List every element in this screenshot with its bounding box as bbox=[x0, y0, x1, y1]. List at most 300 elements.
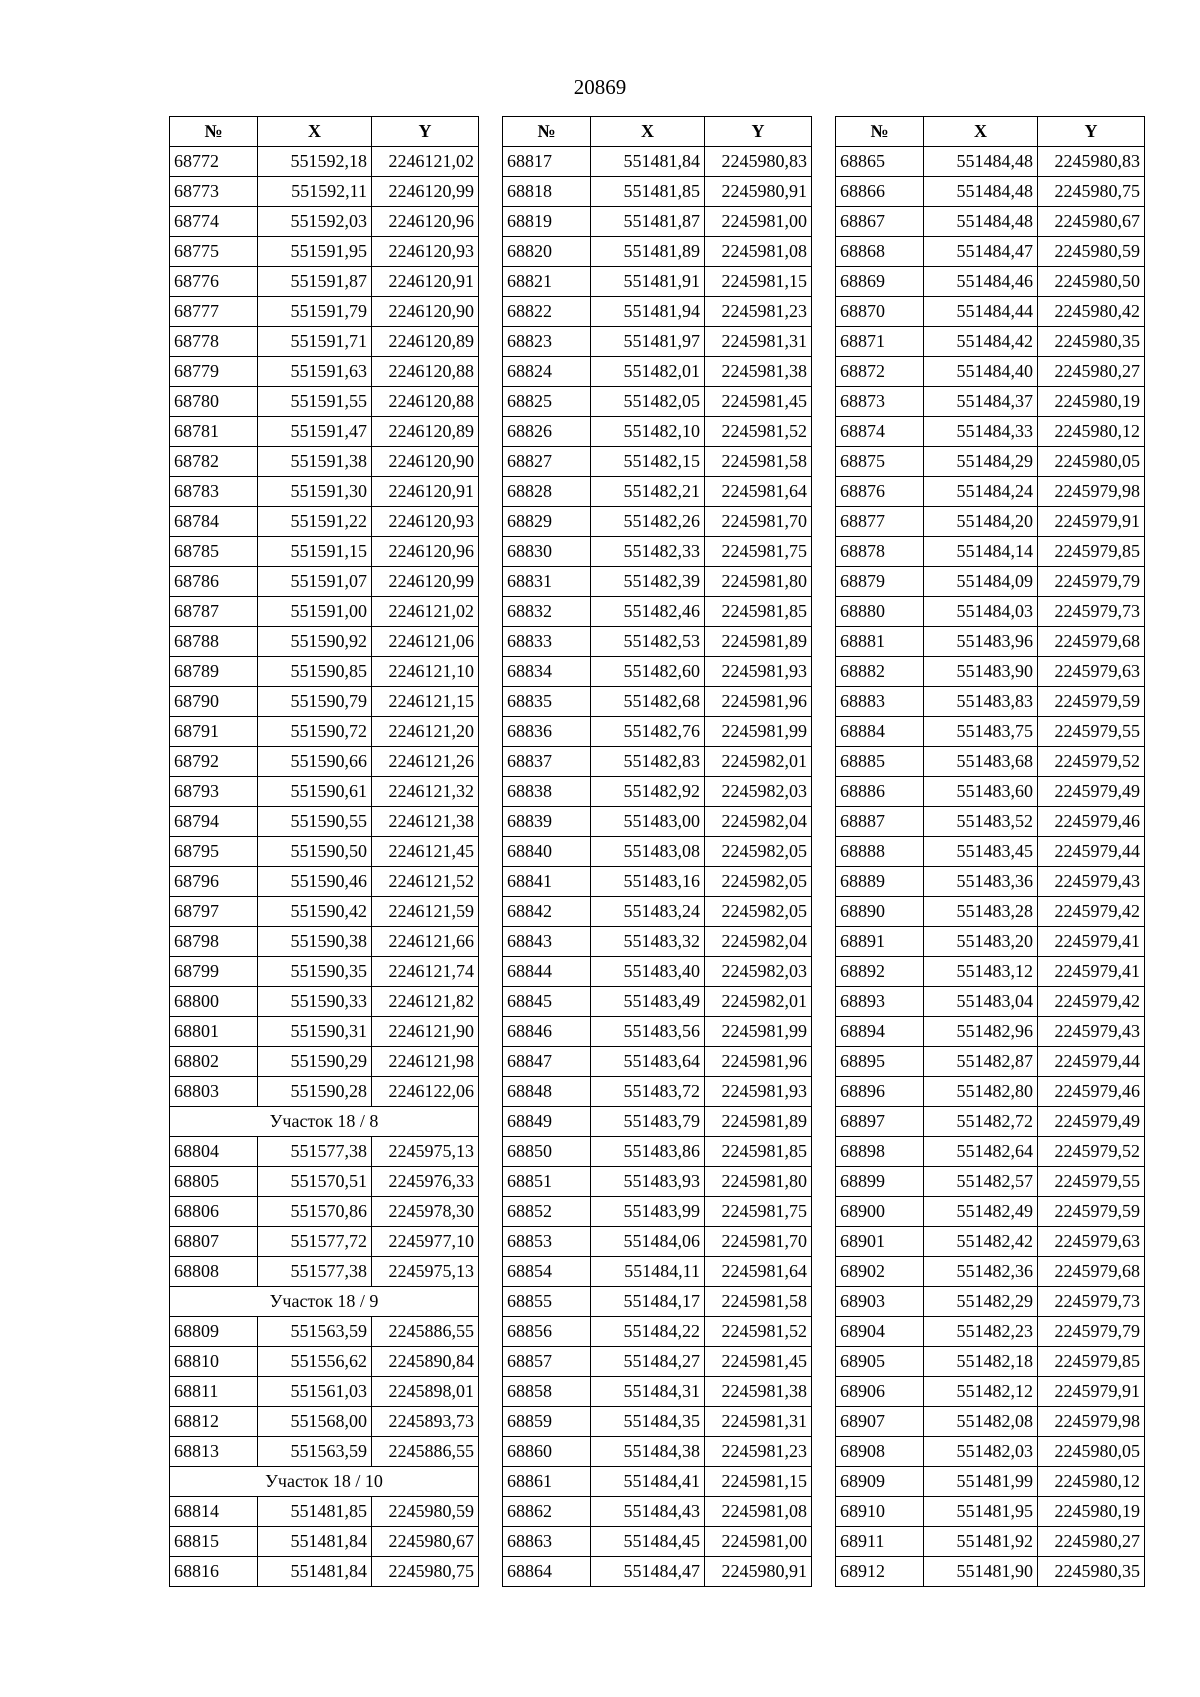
table-row bbox=[170, 777, 479, 807]
point-number: 68811 bbox=[170, 1377, 258, 1407]
table-row bbox=[836, 657, 1145, 687]
table-row bbox=[836, 987, 1145, 1017]
y-coordinate: 2245979,73 bbox=[1038, 597, 1145, 627]
x-coordinate: 551483,12 bbox=[924, 957, 1038, 987]
x-coordinate: 551481,97 bbox=[591, 327, 705, 357]
x-coordinate: 551483,04 bbox=[924, 987, 1038, 1017]
y-coordinate: 2245979,43 bbox=[1038, 867, 1145, 897]
point-number: 68874 bbox=[836, 417, 924, 447]
point-number: 68829 bbox=[503, 507, 591, 537]
point-number: 68854 bbox=[503, 1257, 591, 1287]
table-row bbox=[503, 1527, 812, 1557]
y-coordinate: 2245981,23 bbox=[705, 1437, 812, 1467]
point-number: 68869 bbox=[836, 267, 924, 297]
x-coordinate: 551482,96 bbox=[924, 1017, 1038, 1047]
section-row bbox=[170, 1107, 479, 1137]
table-row bbox=[836, 597, 1145, 627]
point-number: 68814 bbox=[170, 1497, 258, 1527]
point-number: 68831 bbox=[503, 567, 591, 597]
x-coordinate: 551482,10 bbox=[591, 417, 705, 447]
x-coordinate: 551482,33 bbox=[591, 537, 705, 567]
x-coordinate: 551591,15 bbox=[258, 537, 372, 567]
x-coordinate: 551482,42 bbox=[924, 1227, 1038, 1257]
y-coordinate: 2245980,83 bbox=[1038, 147, 1145, 177]
point-number: 68899 bbox=[836, 1167, 924, 1197]
table-row bbox=[836, 1347, 1145, 1377]
table-row bbox=[836, 1437, 1145, 1467]
point-number: 68867 bbox=[836, 207, 924, 237]
x-coordinate: 551482,21 bbox=[591, 477, 705, 507]
point-number: 68778 bbox=[170, 327, 258, 357]
x-coordinate: 551484,38 bbox=[591, 1437, 705, 1467]
x-coordinate: 551482,12 bbox=[924, 1377, 1038, 1407]
y-coordinate: 2245981,58 bbox=[705, 1287, 812, 1317]
table-row bbox=[503, 1017, 812, 1047]
y-coordinate: 2245981,99 bbox=[705, 1017, 812, 1047]
y-coordinate: 2245979,52 bbox=[1038, 747, 1145, 777]
table-row bbox=[503, 1167, 812, 1197]
x-coordinate: 551483,20 bbox=[924, 927, 1038, 957]
x-coordinate: 551484,03 bbox=[924, 597, 1038, 627]
y-coordinate: 2245980,59 bbox=[372, 1497, 479, 1527]
y-coordinate: 2245981,96 bbox=[705, 1047, 812, 1077]
y-coordinate: 2245981,52 bbox=[705, 1317, 812, 1347]
table-row bbox=[836, 837, 1145, 867]
y-coordinate: 2246121,38 bbox=[372, 807, 479, 837]
x-coordinate: 551590,31 bbox=[258, 1017, 372, 1047]
table-row bbox=[503, 1437, 812, 1467]
x-coordinate: 551484,46 bbox=[924, 267, 1038, 297]
y-coordinate: 2245979,44 bbox=[1038, 837, 1145, 867]
x-coordinate: 551590,66 bbox=[258, 747, 372, 777]
table-row bbox=[170, 1407, 479, 1437]
table-row bbox=[170, 987, 479, 1017]
table-row bbox=[836, 1407, 1145, 1437]
section-title: Участок 18 / 10 bbox=[170, 1467, 479, 1497]
x-coordinate: 551482,83 bbox=[591, 747, 705, 777]
x-coordinate: 551483,75 bbox=[924, 717, 1038, 747]
table-row bbox=[836, 1527, 1145, 1557]
x-coordinate: 551482,49 bbox=[924, 1197, 1038, 1227]
table-row bbox=[836, 1017, 1145, 1047]
x-coordinate: 551484,47 bbox=[591, 1557, 705, 1587]
table-row bbox=[170, 357, 479, 387]
point-number: 68847 bbox=[503, 1047, 591, 1077]
point-number: 68792 bbox=[170, 747, 258, 777]
point-number: 68813 bbox=[170, 1437, 258, 1467]
point-number: 68881 bbox=[836, 627, 924, 657]
point-number: 68863 bbox=[503, 1527, 591, 1557]
table-row bbox=[836, 267, 1145, 297]
table-row bbox=[170, 597, 479, 627]
table-row bbox=[170, 447, 479, 477]
table-row bbox=[503, 207, 812, 237]
point-number: 68855 bbox=[503, 1287, 591, 1317]
table-row bbox=[170, 957, 479, 987]
y-coordinate: 2246121,59 bbox=[372, 897, 479, 927]
section-title: Участок 18 / 8 bbox=[170, 1107, 479, 1137]
header-number: № bbox=[503, 117, 591, 147]
point-number: 68826 bbox=[503, 417, 591, 447]
point-number: 68882 bbox=[836, 657, 924, 687]
y-coordinate: 2245981,80 bbox=[705, 1167, 812, 1197]
y-coordinate: 2245981,15 bbox=[705, 1467, 812, 1497]
table-row bbox=[836, 1497, 1145, 1527]
point-number: 68789 bbox=[170, 657, 258, 687]
y-coordinate: 2245979,49 bbox=[1038, 1107, 1145, 1137]
x-coordinate: 551484,06 bbox=[591, 1227, 705, 1257]
y-coordinate: 2245886,55 bbox=[372, 1317, 479, 1347]
point-number: 68822 bbox=[503, 297, 591, 327]
point-number: 68780 bbox=[170, 387, 258, 417]
table-row bbox=[503, 1107, 812, 1137]
y-coordinate: 2246120,99 bbox=[372, 567, 479, 597]
table-row bbox=[836, 1317, 1145, 1347]
x-coordinate: 551484,37 bbox=[924, 387, 1038, 417]
y-coordinate: 2245890,84 bbox=[372, 1347, 479, 1377]
table-row bbox=[503, 957, 812, 987]
table-row bbox=[836, 177, 1145, 207]
section-row bbox=[170, 1467, 479, 1497]
point-number: 68820 bbox=[503, 237, 591, 267]
point-number: 68796 bbox=[170, 867, 258, 897]
point-number: 68878 bbox=[836, 537, 924, 567]
x-coordinate: 551591,07 bbox=[258, 567, 372, 597]
x-coordinate: 551483,79 bbox=[591, 1107, 705, 1137]
point-number: 68909 bbox=[836, 1467, 924, 1497]
x-coordinate: 551570,86 bbox=[258, 1197, 372, 1227]
y-coordinate: 2245981,45 bbox=[705, 387, 812, 417]
y-coordinate: 2245979,85 bbox=[1038, 537, 1145, 567]
point-number: 68884 bbox=[836, 717, 924, 747]
point-number: 68799 bbox=[170, 957, 258, 987]
x-coordinate: 551591,87 bbox=[258, 267, 372, 297]
point-number: 68804 bbox=[170, 1137, 258, 1167]
point-number: 68892 bbox=[836, 957, 924, 987]
header-y: Y bbox=[705, 117, 812, 147]
x-coordinate: 551482,80 bbox=[924, 1077, 1038, 1107]
x-coordinate: 551590,85 bbox=[258, 657, 372, 687]
y-coordinate: 2245980,19 bbox=[1038, 387, 1145, 417]
table-row bbox=[503, 867, 812, 897]
y-coordinate: 2245979,42 bbox=[1038, 987, 1145, 1017]
point-number: 68783 bbox=[170, 477, 258, 507]
y-coordinate: 2245979,68 bbox=[1038, 1257, 1145, 1287]
x-coordinate: 551483,86 bbox=[591, 1137, 705, 1167]
table-row bbox=[836, 1167, 1145, 1197]
x-coordinate: 551481,87 bbox=[591, 207, 705, 237]
y-coordinate: 2245979,49 bbox=[1038, 777, 1145, 807]
x-coordinate: 551482,92 bbox=[591, 777, 705, 807]
y-coordinate: 2245981,70 bbox=[705, 1227, 812, 1257]
x-coordinate: 551484,33 bbox=[924, 417, 1038, 447]
x-coordinate: 551483,52 bbox=[924, 807, 1038, 837]
coordinates-table-1 bbox=[169, 116, 479, 1587]
table-row bbox=[503, 327, 812, 357]
x-coordinate: 551568,00 bbox=[258, 1407, 372, 1437]
point-number: 68852 bbox=[503, 1197, 591, 1227]
table-row bbox=[170, 1167, 479, 1197]
y-coordinate: 2245980,67 bbox=[372, 1527, 479, 1557]
y-coordinate: 2245979,43 bbox=[1038, 1017, 1145, 1047]
x-coordinate: 551483,96 bbox=[924, 627, 1038, 657]
table-row bbox=[170, 1437, 479, 1467]
y-coordinate: 2245981,08 bbox=[705, 237, 812, 267]
y-coordinate: 2245978,30 bbox=[372, 1197, 479, 1227]
y-coordinate: 2245979,59 bbox=[1038, 1197, 1145, 1227]
y-coordinate: 2245979,41 bbox=[1038, 957, 1145, 987]
header-y: Y bbox=[372, 117, 479, 147]
point-number: 68795 bbox=[170, 837, 258, 867]
point-number: 68812 bbox=[170, 1407, 258, 1437]
header-x: X bbox=[258, 117, 372, 147]
x-coordinate: 551481,94 bbox=[591, 297, 705, 327]
table-row bbox=[503, 567, 812, 597]
y-coordinate: 2246121,98 bbox=[372, 1047, 479, 1077]
table-row bbox=[836, 867, 1145, 897]
point-number: 68912 bbox=[836, 1557, 924, 1587]
point-number: 68791 bbox=[170, 717, 258, 747]
x-coordinate: 551484,09 bbox=[924, 567, 1038, 597]
x-coordinate: 551590,72 bbox=[258, 717, 372, 747]
header-number: № bbox=[170, 117, 258, 147]
x-coordinate: 551482,76 bbox=[591, 717, 705, 747]
y-coordinate: 2245980,35 bbox=[1038, 1557, 1145, 1587]
y-coordinate: 2245980,59 bbox=[1038, 237, 1145, 267]
point-number: 68868 bbox=[836, 237, 924, 267]
x-coordinate: 551483,40 bbox=[591, 957, 705, 987]
x-coordinate: 551484,29 bbox=[924, 447, 1038, 477]
table-row bbox=[836, 747, 1145, 777]
x-coordinate: 551483,32 bbox=[591, 927, 705, 957]
y-coordinate: 2245981,45 bbox=[705, 1347, 812, 1377]
point-number: 68779 bbox=[170, 357, 258, 387]
y-coordinate: 2246120,91 bbox=[372, 477, 479, 507]
point-number: 68853 bbox=[503, 1227, 591, 1257]
x-coordinate: 551482,68 bbox=[591, 687, 705, 717]
y-coordinate: 2245981,89 bbox=[705, 627, 812, 657]
y-coordinate: 2245979,68 bbox=[1038, 627, 1145, 657]
x-coordinate: 551482,36 bbox=[924, 1257, 1038, 1287]
point-number: 68907 bbox=[836, 1407, 924, 1437]
x-coordinate: 551484,44 bbox=[924, 297, 1038, 327]
x-coordinate: 551484,48 bbox=[924, 207, 1038, 237]
y-coordinate: 2245982,05 bbox=[705, 837, 812, 867]
y-coordinate: 2245982,01 bbox=[705, 747, 812, 777]
point-number: 68902 bbox=[836, 1257, 924, 1287]
x-coordinate: 551483,90 bbox=[924, 657, 1038, 687]
table-row bbox=[170, 177, 479, 207]
x-coordinate: 551591,55 bbox=[258, 387, 372, 417]
table-row bbox=[503, 747, 812, 777]
table-row bbox=[170, 387, 479, 417]
x-coordinate: 551591,79 bbox=[258, 297, 372, 327]
y-coordinate: 2245898,01 bbox=[372, 1377, 479, 1407]
y-coordinate: 2245979,63 bbox=[1038, 1227, 1145, 1257]
table-row bbox=[503, 417, 812, 447]
x-coordinate: 551590,61 bbox=[258, 777, 372, 807]
y-coordinate: 2245979,98 bbox=[1038, 1407, 1145, 1437]
y-coordinate: 2245980,35 bbox=[1038, 327, 1145, 357]
table-row bbox=[836, 1197, 1145, 1227]
y-coordinate: 2246121,74 bbox=[372, 957, 479, 987]
page-number: 20869 bbox=[573, 75, 627, 99]
table-row bbox=[503, 1077, 812, 1107]
y-coordinate: 2245979,44 bbox=[1038, 1047, 1145, 1077]
x-coordinate: 551590,50 bbox=[258, 837, 372, 867]
y-coordinate: 2245980,75 bbox=[1038, 177, 1145, 207]
point-number: 68858 bbox=[503, 1377, 591, 1407]
y-coordinate: 2245981,00 bbox=[705, 207, 812, 237]
table-row bbox=[503, 447, 812, 477]
point-number: 68903 bbox=[836, 1287, 924, 1317]
y-coordinate: 2245886,55 bbox=[372, 1437, 479, 1467]
point-number: 68865 bbox=[836, 147, 924, 177]
table-row bbox=[836, 477, 1145, 507]
point-number: 68866 bbox=[836, 177, 924, 207]
table-row bbox=[836, 1257, 1145, 1287]
table-row bbox=[836, 327, 1145, 357]
point-number: 68772 bbox=[170, 147, 258, 177]
x-coordinate: 551482,05 bbox=[591, 387, 705, 417]
x-coordinate: 551483,24 bbox=[591, 897, 705, 927]
point-number: 68845 bbox=[503, 987, 591, 1017]
y-coordinate: 2246120,99 bbox=[372, 177, 479, 207]
y-coordinate: 2245981,70 bbox=[705, 507, 812, 537]
point-number: 68875 bbox=[836, 447, 924, 477]
y-coordinate: 2246120,90 bbox=[372, 297, 479, 327]
y-coordinate: 2245979,91 bbox=[1038, 1377, 1145, 1407]
point-number: 68844 bbox=[503, 957, 591, 987]
point-number: 68900 bbox=[836, 1197, 924, 1227]
y-coordinate: 2245981,80 bbox=[705, 567, 812, 597]
table-row bbox=[836, 447, 1145, 477]
y-coordinate: 2245979,79 bbox=[1038, 567, 1145, 597]
y-coordinate: 2245980,91 bbox=[705, 177, 812, 207]
y-coordinate: 2245980,27 bbox=[1038, 357, 1145, 387]
point-number: 68885 bbox=[836, 747, 924, 777]
table-row bbox=[170, 1017, 479, 1047]
table-row bbox=[170, 747, 479, 777]
y-coordinate: 2245979,46 bbox=[1038, 1077, 1145, 1107]
point-number: 68870 bbox=[836, 297, 924, 327]
y-coordinate: 2245981,58 bbox=[705, 447, 812, 477]
x-coordinate: 551577,38 bbox=[258, 1137, 372, 1167]
x-coordinate: 551592,11 bbox=[258, 177, 372, 207]
table-row bbox=[503, 1407, 812, 1437]
x-coordinate: 551484,24 bbox=[924, 477, 1038, 507]
x-coordinate: 551482,26 bbox=[591, 507, 705, 537]
table-row bbox=[503, 177, 812, 207]
x-coordinate: 551591,00 bbox=[258, 597, 372, 627]
x-coordinate: 551590,29 bbox=[258, 1047, 372, 1077]
point-number: 68798 bbox=[170, 927, 258, 957]
x-coordinate: 551481,90 bbox=[924, 1557, 1038, 1587]
table-row bbox=[170, 1347, 479, 1377]
y-coordinate: 2246121,10 bbox=[372, 657, 479, 687]
y-coordinate: 2245981,89 bbox=[705, 1107, 812, 1137]
table-row bbox=[836, 1227, 1145, 1257]
table-row bbox=[503, 1287, 812, 1317]
table-row bbox=[503, 267, 812, 297]
y-coordinate: 2246120,89 bbox=[372, 417, 479, 447]
table-row bbox=[836, 567, 1145, 597]
y-coordinate: 2245982,05 bbox=[705, 897, 812, 927]
point-number: 68774 bbox=[170, 207, 258, 237]
y-coordinate: 2245981,93 bbox=[705, 657, 812, 687]
x-coordinate: 551483,36 bbox=[924, 867, 1038, 897]
y-coordinate: 2245981,08 bbox=[705, 1497, 812, 1527]
table-row bbox=[836, 1557, 1145, 1587]
point-number: 68788 bbox=[170, 627, 258, 657]
point-number: 68857 bbox=[503, 1347, 591, 1377]
point-number: 68891 bbox=[836, 927, 924, 957]
y-coordinate: 2245979,52 bbox=[1038, 1137, 1145, 1167]
y-coordinate: 2245893,73 bbox=[372, 1407, 479, 1437]
y-coordinate: 2246121,45 bbox=[372, 837, 479, 867]
y-coordinate: 2245979,41 bbox=[1038, 927, 1145, 957]
point-number: 68908 bbox=[836, 1437, 924, 1467]
x-coordinate: 551591,63 bbox=[258, 357, 372, 387]
x-coordinate: 551482,01 bbox=[591, 357, 705, 387]
x-coordinate: 551484,41 bbox=[591, 1467, 705, 1497]
point-number: 68787 bbox=[170, 597, 258, 627]
x-coordinate: 551484,40 bbox=[924, 357, 1038, 387]
y-coordinate: 2246121,06 bbox=[372, 627, 479, 657]
table-row bbox=[170, 477, 479, 507]
point-number: 68827 bbox=[503, 447, 591, 477]
table-row bbox=[836, 207, 1145, 237]
point-number: 68861 bbox=[503, 1467, 591, 1497]
table-row bbox=[836, 957, 1145, 987]
table-row bbox=[503, 537, 812, 567]
point-number: 68840 bbox=[503, 837, 591, 867]
table-row bbox=[170, 327, 479, 357]
x-coordinate: 551484,20 bbox=[924, 507, 1038, 537]
table-row bbox=[503, 777, 812, 807]
point-number: 68910 bbox=[836, 1497, 924, 1527]
point-number: 68897 bbox=[836, 1107, 924, 1137]
point-number: 68838 bbox=[503, 777, 591, 807]
x-coordinate: 551483,60 bbox=[924, 777, 1038, 807]
x-coordinate: 551592,18 bbox=[258, 147, 372, 177]
point-number: 68883 bbox=[836, 687, 924, 717]
header-y: Y bbox=[1038, 117, 1145, 147]
y-coordinate: 2245976,33 bbox=[372, 1167, 479, 1197]
x-coordinate: 551484,45 bbox=[591, 1527, 705, 1557]
table-row bbox=[170, 1197, 479, 1227]
x-coordinate: 551484,22 bbox=[591, 1317, 705, 1347]
point-number: 68877 bbox=[836, 507, 924, 537]
point-number: 68818 bbox=[503, 177, 591, 207]
table-row bbox=[836, 537, 1145, 567]
point-number: 68776 bbox=[170, 267, 258, 297]
y-coordinate: 2245981,75 bbox=[705, 537, 812, 567]
y-coordinate: 2246120,88 bbox=[372, 387, 479, 417]
table-row bbox=[836, 417, 1145, 447]
table-row bbox=[836, 297, 1145, 327]
x-coordinate: 551590,33 bbox=[258, 987, 372, 1017]
x-coordinate: 551590,42 bbox=[258, 897, 372, 927]
table-row bbox=[170, 807, 479, 837]
table-row bbox=[836, 627, 1145, 657]
y-coordinate: 2245980,75 bbox=[372, 1557, 479, 1587]
coordinates-table-2 bbox=[502, 116, 812, 1587]
y-coordinate: 2245982,04 bbox=[705, 927, 812, 957]
y-coordinate: 2245977,10 bbox=[372, 1227, 479, 1257]
x-coordinate: 551482,57 bbox=[924, 1167, 1038, 1197]
table-row bbox=[170, 657, 479, 687]
